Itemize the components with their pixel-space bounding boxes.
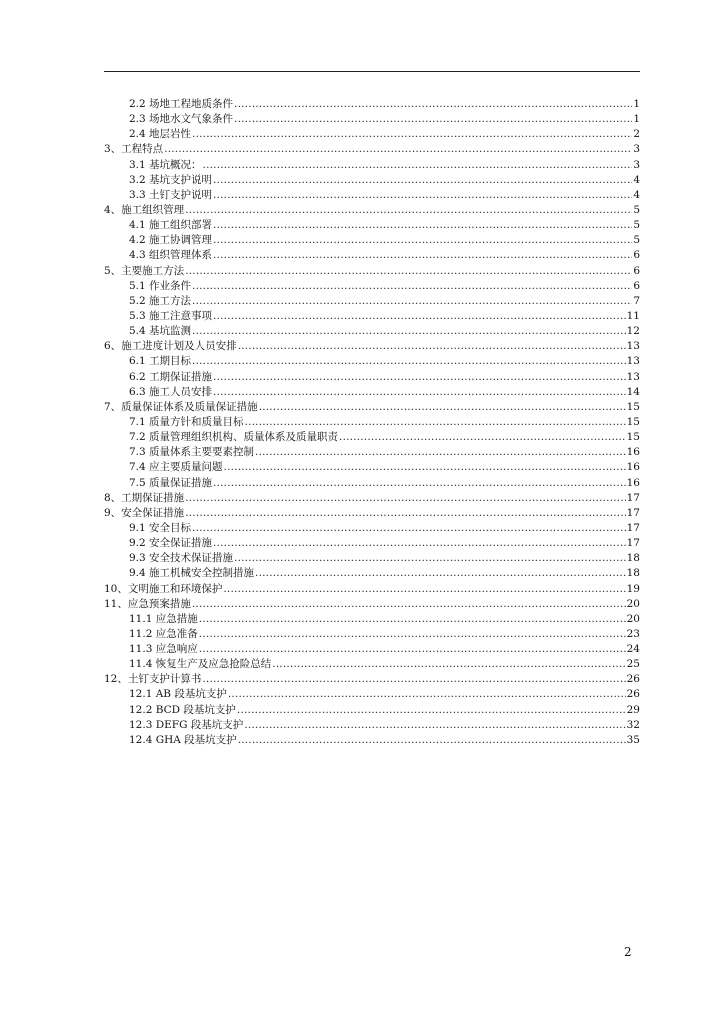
toc-entry[interactable] [104, 491, 640, 506]
toc-entry-page: 20 [626, 597, 640, 610]
toc-leader-dots [213, 536, 626, 551]
toc-entry-page: 3 [633, 143, 640, 156]
toc-leader-dots [234, 112, 632, 127]
toc-leader-dots [192, 521, 626, 536]
toc-entry[interactable] [104, 112, 640, 127]
toc-entry[interactable] [104, 521, 640, 536]
toc-entry[interactable] [104, 279, 640, 294]
toc-entry-page: 17 [626, 537, 640, 550]
toc-entry-page: 3 [633, 158, 640, 171]
toc-entry[interactable] [104, 536, 640, 551]
toc-entry-page: 35 [626, 733, 640, 746]
toc-entry-title: 12.2 BCD 段基坑支护 [129, 703, 236, 716]
toc-entry-title: 6、施工进度计划及人员安排 [104, 340, 237, 353]
toc-entry-page: 11 [626, 309, 640, 322]
toc-leader-dots [213, 173, 632, 188]
toc-entry-title: 5.3 施工注意事项 [129, 309, 213, 322]
toc-entry-title: 9.2 安全保证措施 [129, 537, 213, 550]
toc-leader-dots [238, 339, 626, 354]
toc-leader-dots [192, 324, 626, 339]
toc-entry-title: 7.1 质量方针和质量目标 [129, 415, 244, 428]
header-rule [104, 71, 640, 72]
toc-entry-page: 7 [633, 294, 640, 307]
toc-entry-title: 7.3 质量体系主要要素控制 [129, 446, 255, 459]
toc-entry[interactable] [104, 203, 640, 218]
toc-entry[interactable] [104, 142, 640, 157]
toc-entry-page: 16 [626, 461, 640, 474]
toc-entry-page: 1 [633, 113, 640, 126]
toc-leader-dots [255, 445, 626, 460]
toc-entry-title: 9.1 安全目标 [129, 521, 192, 534]
toc-leader-dots [213, 385, 626, 400]
toc-entry-title: 6.3 施工人员安排 [129, 385, 213, 398]
toc-entry-page: 4 [633, 188, 640, 201]
toc-entry-title: 11.3 应急响应 [129, 643, 198, 656]
toc-leader-dots [213, 248, 632, 263]
toc-leader-dots [234, 97, 632, 112]
toc-leader-dots [192, 127, 632, 142]
toc-entry-title: 3.3 土钉支护说明 [129, 188, 213, 201]
toc-entry-page: 23 [626, 627, 640, 640]
toc-leader-dots [199, 642, 626, 657]
toc-entry[interactable] [104, 627, 640, 642]
toc-entry-title: 4.1 施工组织部署 [129, 219, 213, 232]
toc-leader-dots [213, 370, 626, 385]
toc-leader-dots [192, 354, 626, 369]
toc-entry-title: 7.2 质量管理组织机构、质量体系及质量职责 [129, 431, 339, 444]
toc-entry[interactable] [104, 415, 640, 430]
toc-leader-dots [164, 142, 632, 157]
toc-leader-dots [238, 733, 626, 748]
toc-leader-dots [213, 476, 626, 491]
toc-entry[interactable] [104, 445, 640, 460]
table-of-contents [104, 97, 640, 748]
toc-entry[interactable] [104, 218, 640, 233]
toc-entry-title: 7、质量保证体系及质量保证措施 [104, 400, 258, 413]
toc-entry-page: 15 [626, 431, 640, 444]
toc-entry[interactable] [104, 733, 640, 748]
toc-entry-title: 6.1 工期目标 [129, 355, 192, 368]
toc-leader-dots [234, 551, 626, 566]
toc-entry-page: 1 [633, 98, 640, 110]
toc-leader-dots [202, 672, 625, 687]
toc-entry[interactable] [104, 370, 640, 385]
toc-entry[interactable] [104, 97, 640, 112]
toc-entry[interactable] [104, 642, 640, 657]
toc-entry-page: 6 [633, 279, 640, 292]
toc-entry-page: 18 [626, 567, 640, 580]
toc-leader-dots [245, 415, 626, 430]
toc-entry-page: 17 [626, 521, 640, 534]
toc-entry-title: 4.3 组织管理体系 [129, 249, 213, 262]
toc-entry-page: 13 [626, 370, 640, 383]
toc-leader-dots [259, 400, 626, 415]
toc-entry-page: 16 [626, 476, 640, 489]
toc-entry[interactable] [104, 188, 640, 203]
toc-entry-title: 4、施工组织管理 [104, 203, 185, 216]
toc-entry-page: 26 [626, 673, 640, 686]
toc-entry-title: 8、工期保证措施 [104, 491, 185, 504]
toc-entry-title: 10、文明施工和环境保护 [104, 582, 223, 595]
toc-leader-dots [185, 491, 625, 506]
toc-leader-dots [244, 718, 625, 733]
toc-entry-title: 5、主要施工方法 [104, 264, 185, 277]
toc-entry-page: 16 [626, 446, 640, 459]
toc-entry-page: 18 [626, 552, 640, 565]
toc-entry-title: 11、应急预案措施 [104, 597, 191, 610]
toc-leader-dots [192, 294, 632, 309]
toc-leader-dots [213, 218, 632, 233]
toc-leader-dots [185, 264, 632, 279]
toc-entry-page: 15 [626, 400, 640, 413]
toc-entry[interactable] [104, 460, 640, 475]
toc-leader-dots [213, 188, 632, 203]
toc-leader-dots [272, 657, 625, 672]
toc-entry-page: 5 [633, 203, 640, 216]
toc-entry-title: 2.3 场地水文气象条件 [129, 113, 234, 126]
toc-leader-dots [255, 566, 626, 581]
toc-entry-title: 5.4 基坑监测 [129, 325, 192, 338]
toc-entry[interactable] [104, 566, 640, 581]
toc-entry-page: 5 [633, 234, 640, 247]
toc-entry-page: 25 [626, 658, 640, 671]
toc-entry-title: 2.2 场地工程地质条件 [129, 98, 234, 110]
toc-entry-page: 5 [633, 219, 640, 232]
toc-entry[interactable] [104, 294, 640, 309]
toc-entry[interactable] [104, 476, 640, 491]
toc-leader-dots [213, 309, 626, 324]
toc-entry-title: 6.2 工期保证措施 [129, 370, 213, 383]
toc-entry[interactable] [104, 672, 640, 687]
toc-entry[interactable] [104, 324, 640, 339]
page-number: 2 [624, 945, 632, 959]
toc-entry-page: 17 [626, 491, 640, 504]
toc-entry-title: 11.4 恢复生产及应急抢险总结 [129, 658, 272, 671]
toc-entry-page: 24 [626, 643, 640, 656]
toc-entry[interactable] [104, 309, 640, 324]
toc-entry-page: 13 [626, 355, 640, 368]
toc-entry[interactable] [104, 339, 640, 354]
toc-entry[interactable] [104, 582, 640, 597]
toc-entry[interactable] [104, 430, 640, 445]
toc-entry-title: 5.1 作业条件 [129, 279, 192, 292]
toc-entry-title: 3.1 基坑概况： [129, 158, 202, 171]
toc-entry-page: 15 [626, 415, 640, 428]
toc-entry-title: 2.4 地层岩性 [129, 128, 192, 141]
toc-leader-dots [185, 506, 625, 521]
toc-leader-dots [185, 203, 632, 218]
toc-entry[interactable] [104, 400, 640, 415]
toc-entry[interactable] [104, 657, 640, 672]
toc-entry-page: 6 [633, 264, 640, 277]
toc-entry-title: 11.1 应急措施 [129, 612, 198, 625]
toc-entry-title: 12、土钉支护计算书 [104, 673, 202, 686]
toc-entry-title: 9.4 施工机械安全控制措施 [129, 567, 255, 580]
toc-leader-dots [228, 687, 626, 702]
toc-leader-dots [237, 703, 626, 718]
toc-entry[interactable] [104, 385, 640, 400]
toc-leader-dots [213, 233, 632, 248]
toc-entry[interactable] [104, 264, 640, 279]
toc-entry[interactable] [104, 687, 640, 702]
toc-entry-title: 3、工程特点 [104, 143, 164, 156]
toc-entry-title: 9、安全保证措施 [104, 506, 185, 519]
toc-entry-page: 17 [626, 506, 640, 519]
toc-entry-page: 14 [626, 385, 640, 398]
toc-entry-title: 11.2 应急准备 [129, 627, 198, 640]
toc-entry-page: 32 [626, 718, 640, 731]
toc-leader-dots [199, 612, 626, 627]
toc-entry-page: 12 [626, 325, 640, 338]
toc-entry-title: 5.2 施工方法 [129, 294, 192, 307]
toc-leader-dots [192, 597, 626, 612]
toc-entry-page: 13 [626, 340, 640, 353]
toc-entry-page: 20 [626, 612, 640, 625]
toc-entry-page: 6 [633, 249, 640, 262]
toc-entry-title: 12.1 AB 段基坑支护 [129, 688, 227, 701]
toc-leader-dots [223, 582, 625, 597]
toc-entry-title: 4.2 施工协调管理 [129, 234, 213, 247]
toc-entry[interactable] [104, 248, 640, 263]
toc-entry-page: 2 [633, 128, 640, 141]
toc-entry-title: 9.3 安全技术保证措施 [129, 552, 234, 565]
toc-entry[interactable] [104, 127, 640, 142]
toc-leader-dots [339, 430, 626, 445]
toc-entry[interactable] [104, 506, 640, 521]
toc-entry[interactable] [104, 158, 640, 173]
toc-leader-dots [224, 460, 626, 475]
toc-entry[interactable] [104, 612, 640, 627]
toc-entry-title: 7.4 应主要质量问题 [129, 461, 223, 474]
toc-entry[interactable] [104, 173, 640, 188]
toc-entry[interactable] [104, 233, 640, 248]
toc-entry-title: 3.2 基坑支护说明 [129, 173, 213, 186]
toc-leader-dots [203, 158, 633, 173]
toc-entry[interactable] [104, 354, 640, 369]
toc-entry[interactable] [104, 703, 640, 718]
toc-entry-page: 19 [626, 582, 640, 595]
toc-entry[interactable] [104, 551, 640, 566]
toc-leader-dots [192, 279, 632, 294]
toc-entry[interactable] [104, 597, 640, 612]
toc-entry-title: 12.3 DEFG 段基坑支护 [129, 718, 244, 731]
toc-entry-page: 26 [626, 688, 640, 701]
toc-entry[interactable] [104, 718, 640, 733]
toc-leader-dots [199, 627, 626, 642]
toc-entry-title: 7.5 质量保证措施 [129, 476, 213, 489]
toc-entry-page: 4 [633, 173, 640, 186]
toc-entry-page: 29 [626, 703, 640, 716]
toc-entry-title: 12.4 GHA 段基坑支护 [129, 733, 237, 746]
